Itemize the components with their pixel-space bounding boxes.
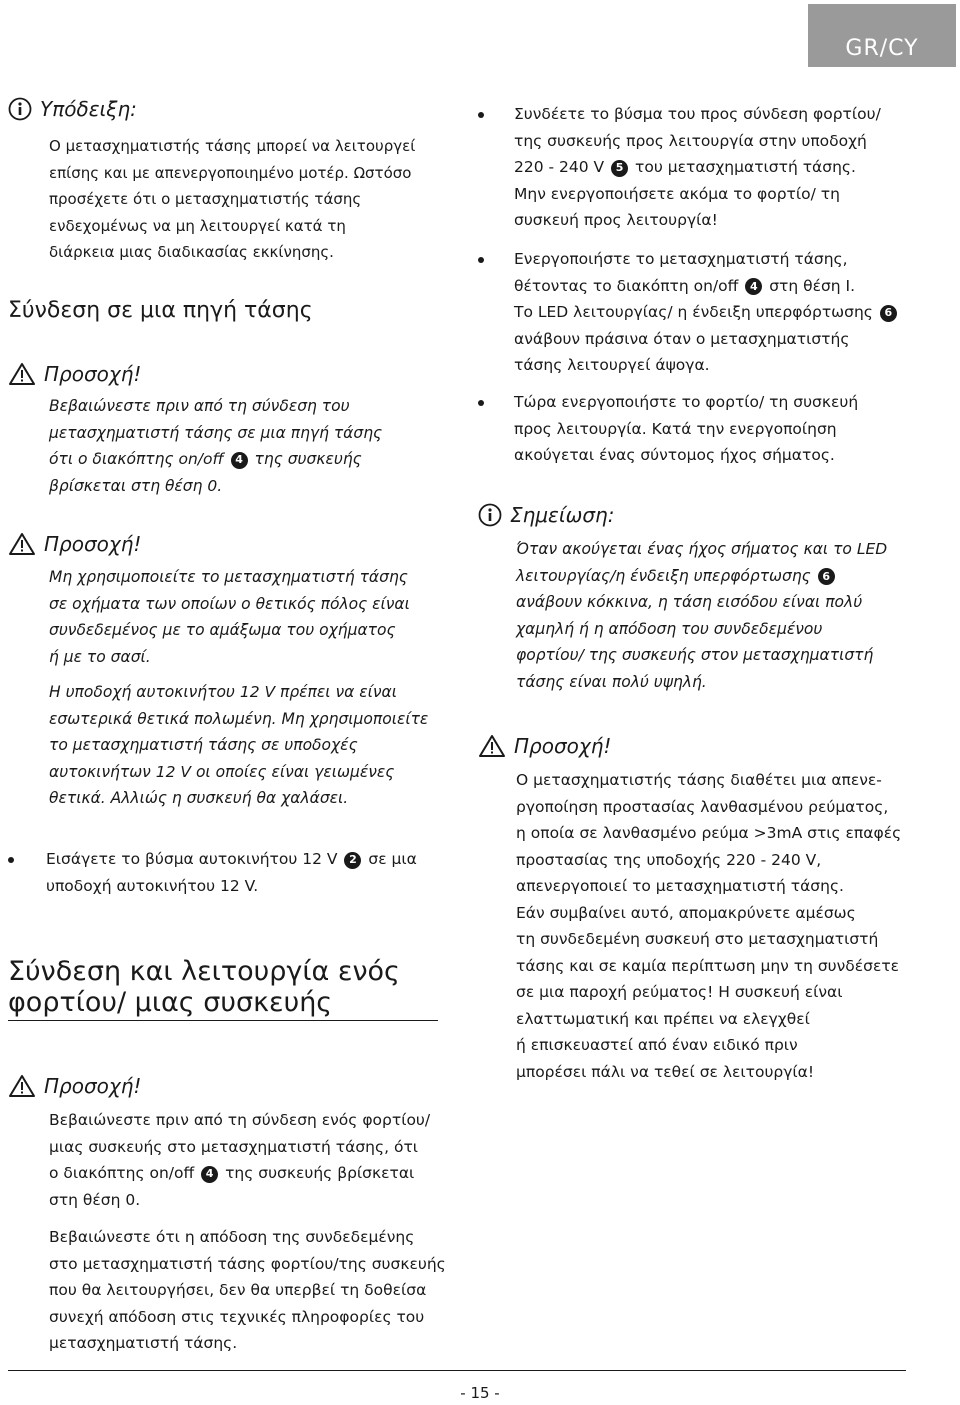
warning-line: Εάν συμβαίνει αυτό, απομακρύνετε αμέσως [516, 903, 856, 922]
warning-line: ή επισκευαστεί από έναν ειδικό πριν [516, 1036, 798, 1054]
warning-text-3b [49, 1224, 446, 1357]
bullet-line-part: στη θέση I. [769, 276, 856, 295]
warning-text-4 [516, 767, 901, 1085]
warning-text-1 [49, 393, 382, 499]
bullet-line-part: Εισάγετε το βύσμα αυτοκινήτου 12 V [46, 850, 338, 868]
bullet-line-part: του μετασχηματιστή τάσης. [635, 158, 856, 176]
bullet-line: Μην ενεργοποιήσετε ακόμα το φορτίο/ τη [514, 184, 840, 203]
warning-heading-2 [8, 532, 141, 556]
callout-number: 2 [344, 852, 361, 869]
section-title-line: φορτίου/ μιας συσκευής [8, 987, 333, 1018]
warning-text-2 [49, 564, 410, 670]
section-title-power-source: Σύνδεση σε μια πηγή τάσης [8, 298, 313, 323]
bullet-line-part: θέτοντας το διακόπτη on/off [514, 276, 739, 295]
bullet-line [514, 154, 881, 181]
warning-line: Ο μετασχηματιστής τάσης διαθέτει μια απενε- [516, 771, 882, 789]
bullet-line-part: 220 - 240 V [514, 158, 605, 176]
callout-number: 6 [880, 305, 897, 322]
note-line: φορτίου/ της συσκευής στον μετασχηματιστή [516, 646, 874, 664]
bullet-activate-load [514, 389, 858, 469]
note-line-part: λειτουργίας/η ένδειξη υπερφόρτωσης [516, 566, 811, 585]
bullet-line: ανάβουν πράσινα όταν ο μετασχηματιστής [514, 329, 850, 348]
bullet-line: προς λειτουργία. Κατά την ενεργοποίηση [514, 419, 837, 438]
note-line [516, 563, 887, 590]
bullet-line-part: σε μια [368, 850, 417, 868]
warning-line: Βεβαιώνεστε πριν από τη σύνδεση του [49, 397, 350, 415]
warning-line-part: της συσκευής [254, 450, 362, 468]
section-title-line: Σύνδεση και λειτουργία ενός [8, 956, 400, 987]
bullet-switch-on [514, 246, 899, 379]
warning-line: συνδεδεμένος με το αμάξωμα του οχήματος [49, 621, 396, 639]
warning-line: στο μετασχηματιστή τάσης φορτίου/της συσκευής [49, 1254, 446, 1273]
warning-line: ή με το σασί. [49, 647, 151, 666]
warning-title: Προσοχή! [514, 734, 612, 758]
callout-number: 4 [231, 452, 248, 469]
info-icon [8, 97, 32, 121]
warning-line: βρίσκεται στη θέση 0. [49, 476, 223, 495]
note-title: Σημείωση: [510, 503, 615, 527]
bullet-line: ακούγεται ένας σύντομος ήχος σήματος. [514, 446, 835, 464]
warning-line: η οποία σε λανθασμένο ρεύμα >3mA στις επαφές [516, 824, 902, 842]
hint-text [49, 133, 415, 266]
note-line: Όταν ακούγεται ένας ήχος σήματος και το LED [516, 540, 888, 558]
note-line: χαμηλή ή η απόδοση του συνδεδεμένου [516, 619, 823, 638]
warning-line: συνεχή απόδοση στις τεχνικές πληροφορίες του [49, 1307, 425, 1326]
warning-line-part: της συσκευής βρίσκεται [225, 1164, 415, 1182]
bullet-icon [478, 400, 484, 406]
warning-line: προστασίας της υποδοχής 220 - 240 V, [516, 850, 822, 869]
warning-line: Βεβαιώνεστε ότι η απόδοση της συνδεδεμένης [49, 1228, 415, 1246]
warning-line: μετασχηματιστή τάσης. [49, 1334, 238, 1352]
warning-icon [8, 532, 36, 556]
warning-line [49, 1160, 430, 1187]
warning-heading-3 [8, 1074, 141, 1098]
note-line: ανάβουν κόκκινα, η τάση εισόδου είναι πολύ [516, 593, 863, 611]
bullet-line: συσκευή προς λειτουργία! [514, 211, 718, 229]
bullet-line-part: Το LED λειτουργίας/ η ένδειξη υπερφόρτωσης [514, 303, 873, 321]
bullet-icon [478, 257, 484, 263]
warning-line-part: ο διακόπτης on/off [49, 1164, 195, 1182]
warning-line: που θα λειτουργήσει, δεν θα υπερβεί τη δοθείσα [49, 1281, 427, 1299]
warning-icon [8, 1074, 36, 1098]
info-icon [478, 503, 502, 527]
bullet-icon [8, 857, 14, 863]
hint-line: προσέχετε ότι ο μετασχηματιστής τάσης [49, 190, 362, 208]
warning-title: Προσοχή! [44, 362, 142, 386]
hint-line: επίσης και με απενεργοποιημένο μοτέρ. Ωστόσο [49, 163, 412, 182]
warning-line: ργοποίηση προστασίας λανθασμένου ρεύματος, [516, 797, 889, 816]
hint-line: ενδεχομένως να μη λειτουργεί κατά τη [49, 216, 346, 235]
hint-heading [8, 97, 137, 121]
callout-number: 4 [745, 278, 762, 295]
bullet-line: Συνδέετε το βύσμα του προς σύνδεση φορτίου/ [514, 105, 881, 123]
warning-line: μιας συσκευής στο μετασχηματιστή τάσης, ότι [49, 1137, 419, 1156]
callout-number: 6 [818, 568, 835, 585]
warning-line: Η υποδοχή αυτοκινήτου 12 V πρέπει να είναι [49, 683, 397, 701]
warning-line: Βεβαιώνεστε πριν από τη σύνδεση ενός φορτίου/ [49, 1111, 431, 1129]
warning-line: εσωτερικά θετικά πολωμένη. Μη χρησιμοποιείτε [49, 709, 429, 728]
section-title-load [8, 956, 400, 1018]
bullet-line: τάσης λειτουργεί άψογα. [514, 356, 710, 374]
warning-icon [8, 362, 36, 386]
callout-number: 5 [611, 160, 628, 177]
warning-title: Προσοχή! [44, 532, 142, 556]
hint-line: Ο μετασχηματιστής τάσης μπορεί να λειτουργεί [49, 137, 416, 155]
language-tab [808, 4, 956, 67]
hint-title: Υπόδειξη: [40, 97, 137, 121]
warning-line: στη θέση 0. [49, 1190, 141, 1209]
bullet-connect-plug [514, 101, 881, 234]
bullet-line [514, 299, 899, 326]
warning-line: το μετασχηματιστή τάσης σε υποδοχές [49, 736, 358, 754]
warning-line-part: ότι ο διακόπτης on/off [49, 450, 224, 468]
warning-line: ελαττωματική και πρέπει να ελεγχθεί [516, 1009, 810, 1028]
warning-title: Προσοχή! [44, 1074, 142, 1098]
warning-line: θετικά. Αλλιώς η συσκευή θα χαλάσει. [49, 789, 349, 807]
warning-text-3 [49, 1107, 430, 1213]
bullet-line: Τώρα ενεργοποιήστε το φορτίο/ τη συσκευή [514, 393, 859, 411]
warning-line: σε μια παροχή ρεύματος! Η συσκευή είναι [516, 983, 843, 1001]
bullet-line: υποδοχή αυτοκινήτου 12 V. [46, 876, 259, 895]
hint-line: διάρκεια μιας διαδικασίας εκκίνησης. [49, 243, 334, 261]
warning-line [49, 446, 382, 473]
section-divider [8, 1020, 438, 1021]
warning-text-2b [49, 679, 428, 812]
warning-line: αυτοκινήτων 12 V οι οποίες είναι γειωμένες [49, 762, 395, 781]
bullet-car-plug [46, 846, 417, 899]
bullet-icon [478, 112, 484, 118]
warning-line: μπορέσει πάλι να τεθεί σε λειτουργία! [516, 1062, 815, 1081]
warning-heading-4 [478, 734, 611, 758]
warning-line: σε οχήματα των οποίων ο θετικός πόλος είναι [49, 594, 410, 613]
bullet-line [514, 273, 899, 300]
note-line: τάσης είναι πολύ υψηλή. [516, 672, 707, 691]
note-heading [478, 503, 614, 527]
warning-line: τάσης και σε καμία περίπτωση μην τη συνδέσετε [516, 956, 900, 975]
warning-icon [478, 734, 506, 758]
bullet-line: της συσκευής προς λειτουργία στην υποδοχή [514, 131, 867, 150]
bullet-line: Ενεργοποιήστε το μετασχηματιστή τάσης, [514, 250, 848, 268]
note-text [516, 536, 887, 695]
warning-heading-1 [8, 362, 141, 386]
warning-line: τη συνδεδεμένη συσκευή στο μετασχηματιστή [516, 930, 879, 948]
bullet-line [46, 846, 417, 873]
page-number: - 15 - [460, 1384, 500, 1402]
callout-number: 4 [201, 1166, 218, 1183]
warning-line: απενεργοποιεί το μετασχηματιστή τάσης. [516, 877, 844, 895]
footer-divider [8, 1370, 906, 1371]
warning-line: μετασχηματιστή τάσης σε μια πηγή τάσης [49, 423, 383, 442]
language-tab-label: GR/CY [845, 36, 919, 61]
warning-line: Μη χρησιμοποιείτε το μετασχηματιστή τάσης [49, 568, 408, 586]
